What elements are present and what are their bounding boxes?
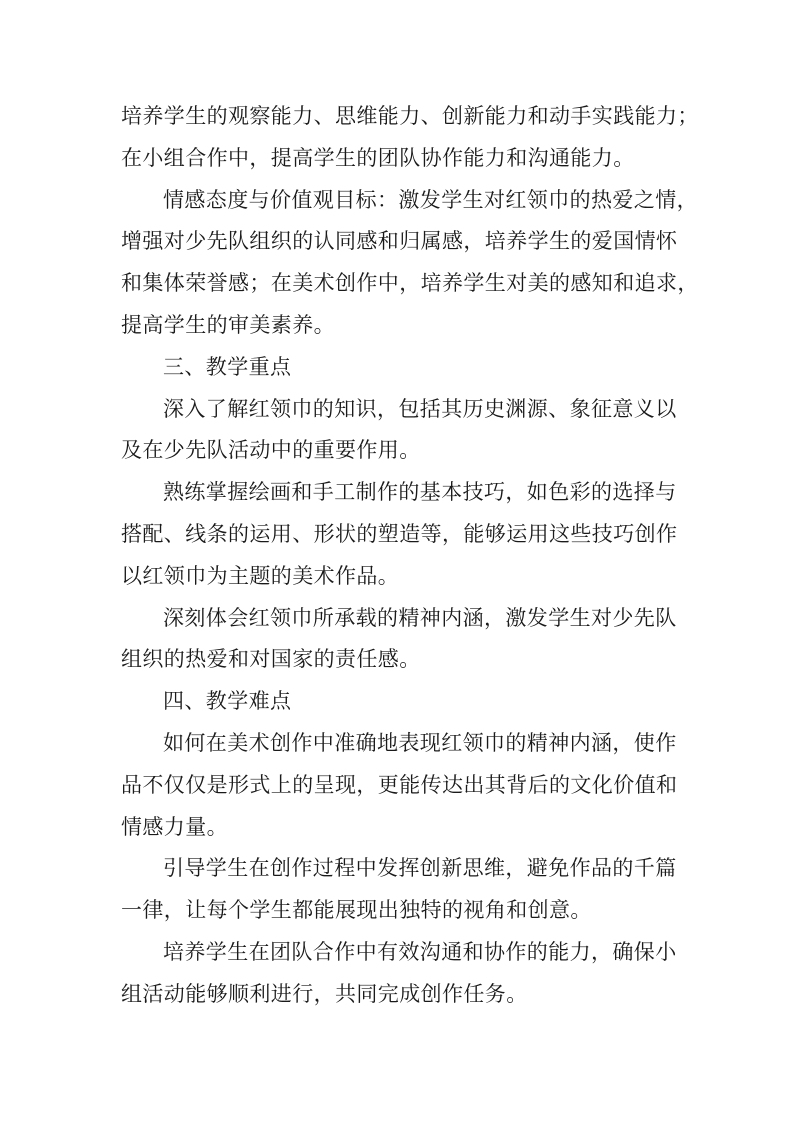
body-line: 如何在美术创作中准确地表现红领巾的精神内涵，使作 — [163, 730, 677, 755]
body-line: 及在少先队活动中的重要作用。 — [121, 438, 421, 463]
body-line: 培养学生在团队合作中有效沟通和协作的能力，确保小 — [163, 939, 677, 964]
body-line: 深入了解红领巾的知识，包括其历史渊源、象征意义以 — [163, 396, 677, 421]
body-line: 增强对少先队组织的认同感和归属感，培养学生的爱国情怀 — [121, 229, 678, 254]
body-line: 熟练掌握绘画和手工制作的基本技巧，如色彩的选择与 — [163, 480, 677, 505]
section-heading: 三、教学重点 — [163, 354, 292, 379]
body-line: 品不仅仅是形式上的呈现，更能传达出其背后的文化价值和 — [121, 772, 678, 797]
body-line: 情感态度与价值观目标：激发学生对红领巾的热爱之情， — [163, 187, 698, 212]
body-line: 提高学生的审美素养。 — [121, 312, 335, 337]
body-line: 引导学生在创作过程中发挥创新思维，避免作品的千篇 — [163, 856, 677, 881]
body-line: 组织的热爱和对国家的责任感。 — [121, 647, 421, 672]
body-line: 培养学生的观察能力、思维能力、创新能力和动手实践能力； — [121, 104, 699, 128]
body-line: 以红领巾为主题的美术作品。 — [121, 563, 400, 588]
body-line: 一律，让每个学生都能展现出独特的视角和创意。 — [121, 898, 592, 923]
body-line: 搭配、线条的运用、形状的塑造等，能够运用这些技巧创作 — [121, 521, 678, 546]
section-heading: 四、教学难点 — [163, 689, 292, 714]
body-line: 情感力量。 — [121, 814, 228, 839]
body-line: 和集体荣誉感；在美术创作中，培养学生对美的感知和追求， — [121, 271, 699, 296]
body-line: 组活动能够顺利进行，共同完成创作任务。 — [121, 981, 528, 1006]
body-line: 在小组合作中，提高学生的团队协作能力和沟通能力。 — [121, 145, 635, 170]
body-line: 深刻体会红领巾所承载的精神内涵，激发学生对少先队 — [163, 605, 677, 630]
document-body — [121, 96, 699, 1016]
